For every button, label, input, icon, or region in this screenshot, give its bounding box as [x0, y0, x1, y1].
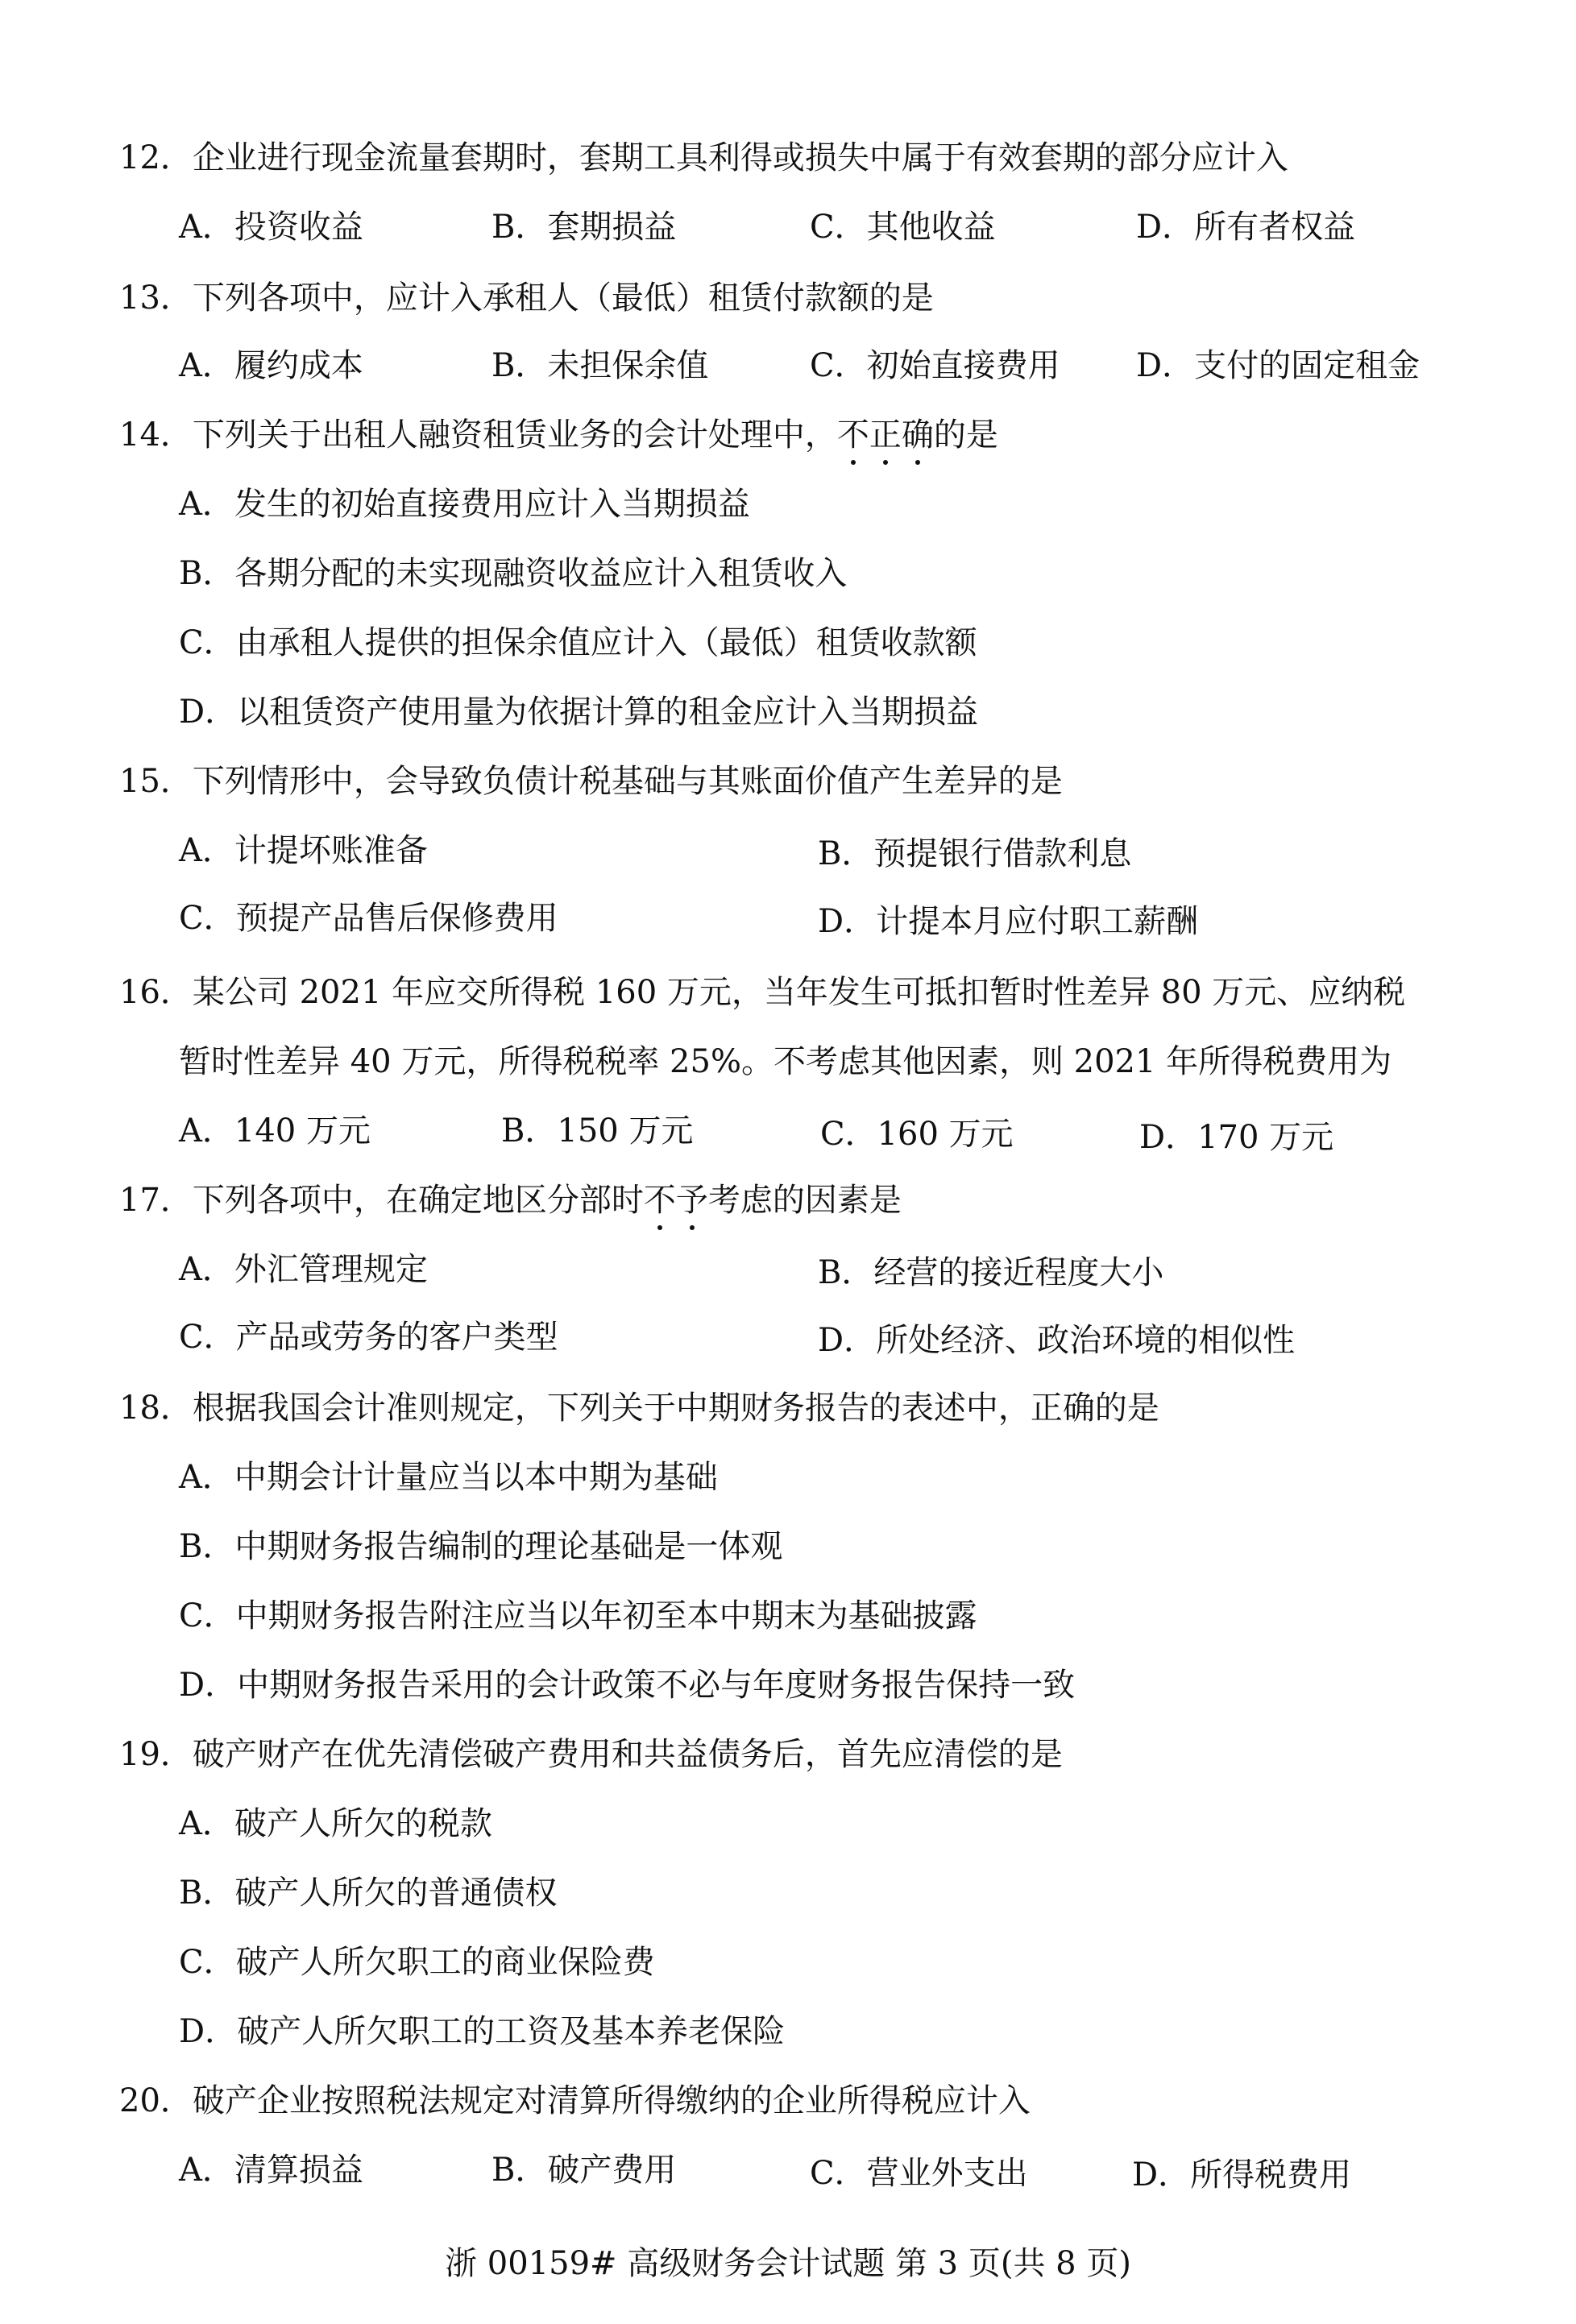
emphasis-char: 不: [643, 1182, 676, 1219]
question-19: 19．破产财产在优先清偿破产费用和共益债务后，首先应清偿的是: [119, 1736, 1063, 1773]
q15-option-b: B．预提银行借款利息: [818, 835, 1132, 872]
q20-option-d: D．所得税费用: [1132, 2156, 1352, 2194]
emphasis-char: 予: [675, 1182, 708, 1219]
question-16-line-1: 16．某公司 2021 年应交所得税 160 万元，当年发生可抵扣暂时性差异 80 万元、应纳税: [119, 974, 1406, 1011]
question-14: 14．下列关于出租人融资租赁业务的会计处理中，不正确的是: [119, 416, 998, 454]
question-15: 15．下列情形中，会导致负债计税基础与其账面价值产生差异的是: [119, 763, 1063, 800]
q18-option-a: A．中期会计计量应当以本中期为基础: [179, 1459, 718, 1496]
emphasis-char: 正: [869, 416, 902, 454]
q14-option-b: B．各期分配的未实现融资收益应计入租赁收入: [179, 555, 848, 592]
q12-option-c: C．其他收益: [810, 209, 996, 246]
q14-option-c: C．由承租人提供的担保余值应计入（最低）租赁收款额: [179, 624, 977, 661]
emphasis-char: 确: [901, 416, 934, 454]
q13-option-c: C．初始直接费用: [810, 347, 1060, 384]
q14-option-a: A．发生的初始直接费用应计入当期损益: [179, 486, 750, 523]
q16-option-d: D．170 万元: [1139, 1119, 1334, 1156]
q18-option-c: C．中期财务报告附注应当以年初至本中期末为基础披露: [179, 1597, 977, 1634]
q13-option-a: A．履约成本: [179, 347, 363, 384]
question-13: 13．下列各项中，应计入承租人（最低）租赁付款额的是: [119, 280, 934, 317]
q20-option-b: B．破产费用: [491, 2152, 677, 2189]
page-footer: 浙 00159# 高级财务会计试题 第 3 页(共 8 页): [445, 2245, 1131, 2282]
q17-option-d: D．所处经济、政治环境的相似性: [818, 1322, 1296, 1359]
q17-option-a: A．外汇管理规定: [179, 1251, 428, 1288]
q13-option-b: B．未担保余值: [491, 347, 709, 384]
q12-option-d: D．所有者权益: [1136, 209, 1356, 246]
q16-option-b: B．150 万元: [501, 1112, 694, 1150]
q18-option-d: D．中期财务报告采用的会计政策不必与年度财务报告保持一致: [179, 1667, 1076, 1704]
q12-option-a: A．投资收益: [179, 209, 363, 246]
question-16-line-2: 暂时性差异 40 万元，所得税税率 25%。不考虑其他因素，则 2021 年所得税费用为: [179, 1043, 1392, 1080]
q19-option-d: D．破产人所欠职工的工资及基本养老保险: [179, 2013, 786, 2050]
q16-option-c: C．160 万元: [820, 1116, 1014, 1153]
question-18: 18．根据我国会计准则规定，下列关于中期财务报告的表述中，正确的是: [119, 1390, 1159, 1427]
q19-option-a: A．破产人所欠的税款: [179, 1805, 492, 1842]
q20-option-c: C．营业外支出: [810, 2155, 1028, 2192]
q20-option-a: A．清算损益: [179, 2152, 363, 2189]
question-17: 17．下列各项中，在确定地区分部时不予考虑的因素是: [119, 1182, 902, 1219]
question-12: 12．企业进行现金流量套期时，套期工具利得或损失中属于有效套期的部分应计入: [119, 139, 1288, 176]
q15-option-a: A．计提坏账准备: [179, 832, 428, 869]
q19-option-c: C．破产人所欠职工的商业保险费: [179, 1944, 655, 1981]
q18-option-b: B．中期财务报告编制的理论基础是一体观: [179, 1528, 783, 1565]
q17-option-b: B．经营的接近程度大小: [818, 1254, 1164, 1291]
q15-option-d: D．计提本月应付职工薪酬: [818, 903, 1199, 940]
q12-option-b: B．套期损益: [491, 209, 677, 246]
q13-option-d: D．支付的固定租金: [1136, 347, 1420, 384]
q16-option-a: A．140 万元: [179, 1112, 371, 1150]
question-20: 20．破产企业按照税法规定对清算所得缴纳的企业所得税应计入: [119, 2082, 1031, 2119]
q19-option-b: B．破产人所欠的普通债权: [179, 1875, 558, 1912]
emphasis-char: 不: [836, 416, 869, 454]
q17-option-c: C．产品或劳务的客户类型: [179, 1319, 558, 1356]
q14-option-d: D．以租赁资产使用量为依据计算的租金应计入当期损益: [179, 694, 979, 731]
q15-option-c: C．预提产品售后保修费用: [179, 900, 558, 937]
